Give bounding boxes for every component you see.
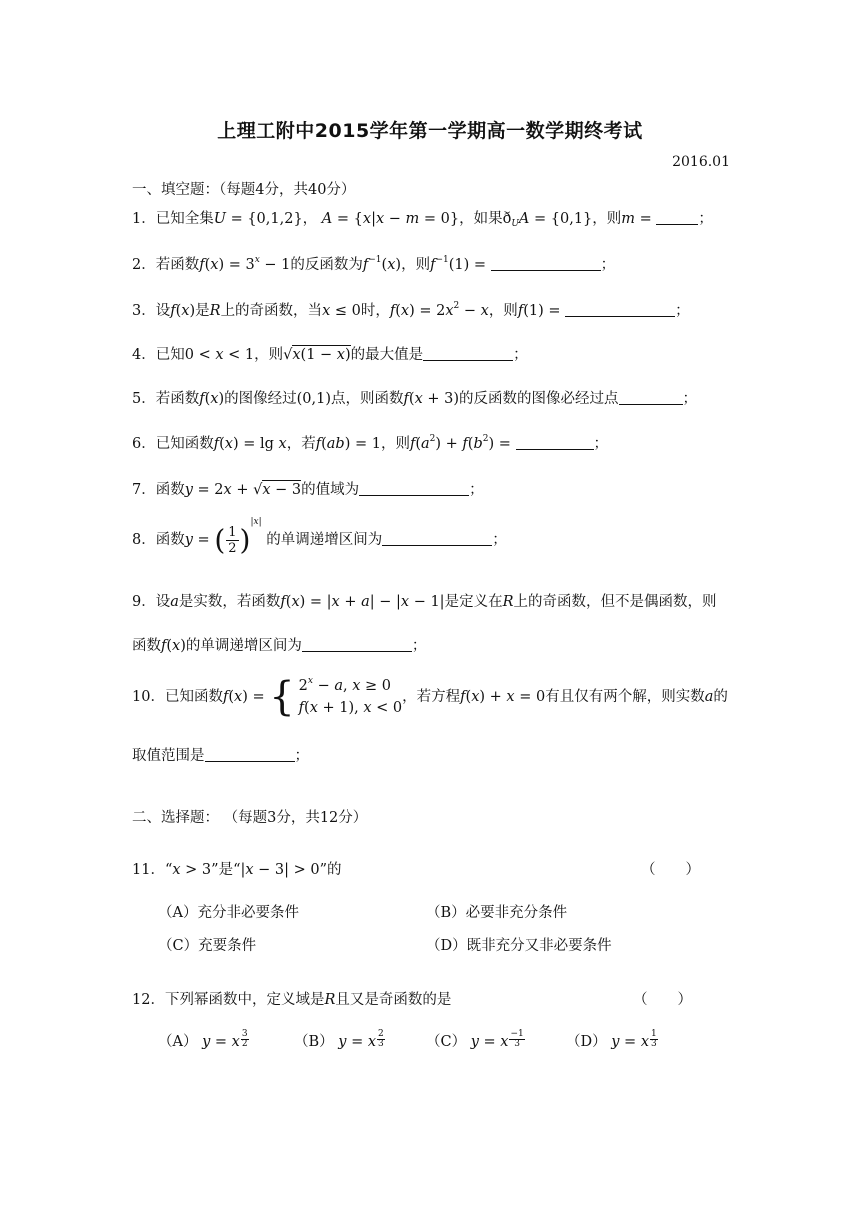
question-9: 9．设a是实数，若函数f(x) = |x + a| − |x − 1|是定义在R上的奇函数，但不是偶函数，则 bbox=[132, 594, 717, 610]
answer-blank[interactable] bbox=[516, 435, 594, 450]
answer-blank[interactable] bbox=[619, 390, 683, 405]
answer-paren[interactable]: （） bbox=[641, 862, 730, 878]
q11-option-a[interactable]: （A）充分非必要条件 bbox=[158, 905, 299, 921]
question-5: 5．若函数f(x)的图像经过(0,1)点，则函数f(x + 3)的反函数的图像必经过点 ； bbox=[132, 391, 697, 407]
question-1: 1．已知全集U = {0,1,2}， A = {x|x − m = 0}，如果$ð_UA = \{0,1\}$，则m = ； bbox=[132, 211, 713, 229]
question-9-line-2: 函数f(x)的单调递增区间为 ； bbox=[132, 638, 427, 654]
q12-option-b[interactable]: （B） y = x $\frac{2}{3}$ bbox=[294, 1029, 384, 1050]
q11-option-b[interactable]: （B）必要非充分条件 bbox=[426, 905, 568, 921]
question-2: 2．若函数$f(x) = 3^x - 1$的反函数为$f^{-1}(x)$，则$f^{-1}(1)$ = ； bbox=[132, 255, 616, 273]
answer-blank[interactable] bbox=[565, 302, 675, 317]
q12-option-a[interactable]: （A） y = x $\frac{3}{2}$ bbox=[158, 1029, 248, 1050]
question-11: 11．“x > 3”是“|x − 3| > 0”的 bbox=[132, 862, 342, 878]
exam-title: 上理工附中2015学年第一学期高一数学期终考试 bbox=[217, 120, 643, 142]
answer-blank[interactable] bbox=[359, 481, 469, 496]
q12-option-d[interactable]: （D） y = x $\frac{1}{3}$ bbox=[566, 1029, 657, 1050]
question-3: 3．设f(x)是R上的奇函数，当x ≤ 0时，$f(x) = 2x^2 - x$，则f(1) = ； bbox=[132, 301, 690, 319]
answer-blank[interactable] bbox=[302, 637, 412, 652]
question-12: 12．下列幂函数中，定义域是R且又是奇函数的是 bbox=[132, 992, 452, 1008]
answer-blank[interactable] bbox=[382, 531, 492, 546]
question-4: 4．已知0 < x < 1，则√x(1 − x)的最大值是 ； bbox=[132, 347, 528, 363]
q12-option-c[interactable]: （C） y = x $\frac{-1}{3}$ bbox=[426, 1029, 524, 1050]
q11-option-d[interactable]: （D）既非充分又非必要条件 bbox=[426, 938, 612, 954]
exam-date: 2016.01 bbox=[672, 154, 730, 170]
question-8: 8．函数y = ( $\frac{1}{2}$ )$^{|x|}$ 的单调递增区间为 ； bbox=[132, 517, 507, 557]
question-10-line-2: 取值范围是 ； bbox=[132, 748, 309, 764]
question-10: 10．已知函数f(x) = { $2^x - a$, x ≥ 0 f(x + 1), x < 0 ，若方程f(x) + x = 0有且仅有两个解，则实数a的 bbox=[132, 674, 728, 720]
answer-blank[interactable] bbox=[656, 210, 698, 225]
section-choice-header: 二、选择题： （每题3分，共12分） bbox=[132, 810, 368, 826]
answer-paren[interactable]: （） bbox=[633, 992, 722, 1008]
answer-blank[interactable] bbox=[205, 747, 295, 762]
answer-blank[interactable] bbox=[491, 256, 601, 271]
answer-blank[interactable] bbox=[423, 346, 513, 361]
question-6: 6．已知函数f(x) = lg x，若f(ab) = 1，则$f(a^2) + f(b^2)$ = ； bbox=[132, 434, 609, 452]
section-fill-in-header: 一、填空题：（每题4分，共40分） bbox=[132, 182, 356, 198]
q11-option-c[interactable]: （C）充要条件 bbox=[158, 938, 257, 954]
question-7: 7．函数y = 2x + √x − 3的值域为 ； bbox=[132, 482, 484, 498]
